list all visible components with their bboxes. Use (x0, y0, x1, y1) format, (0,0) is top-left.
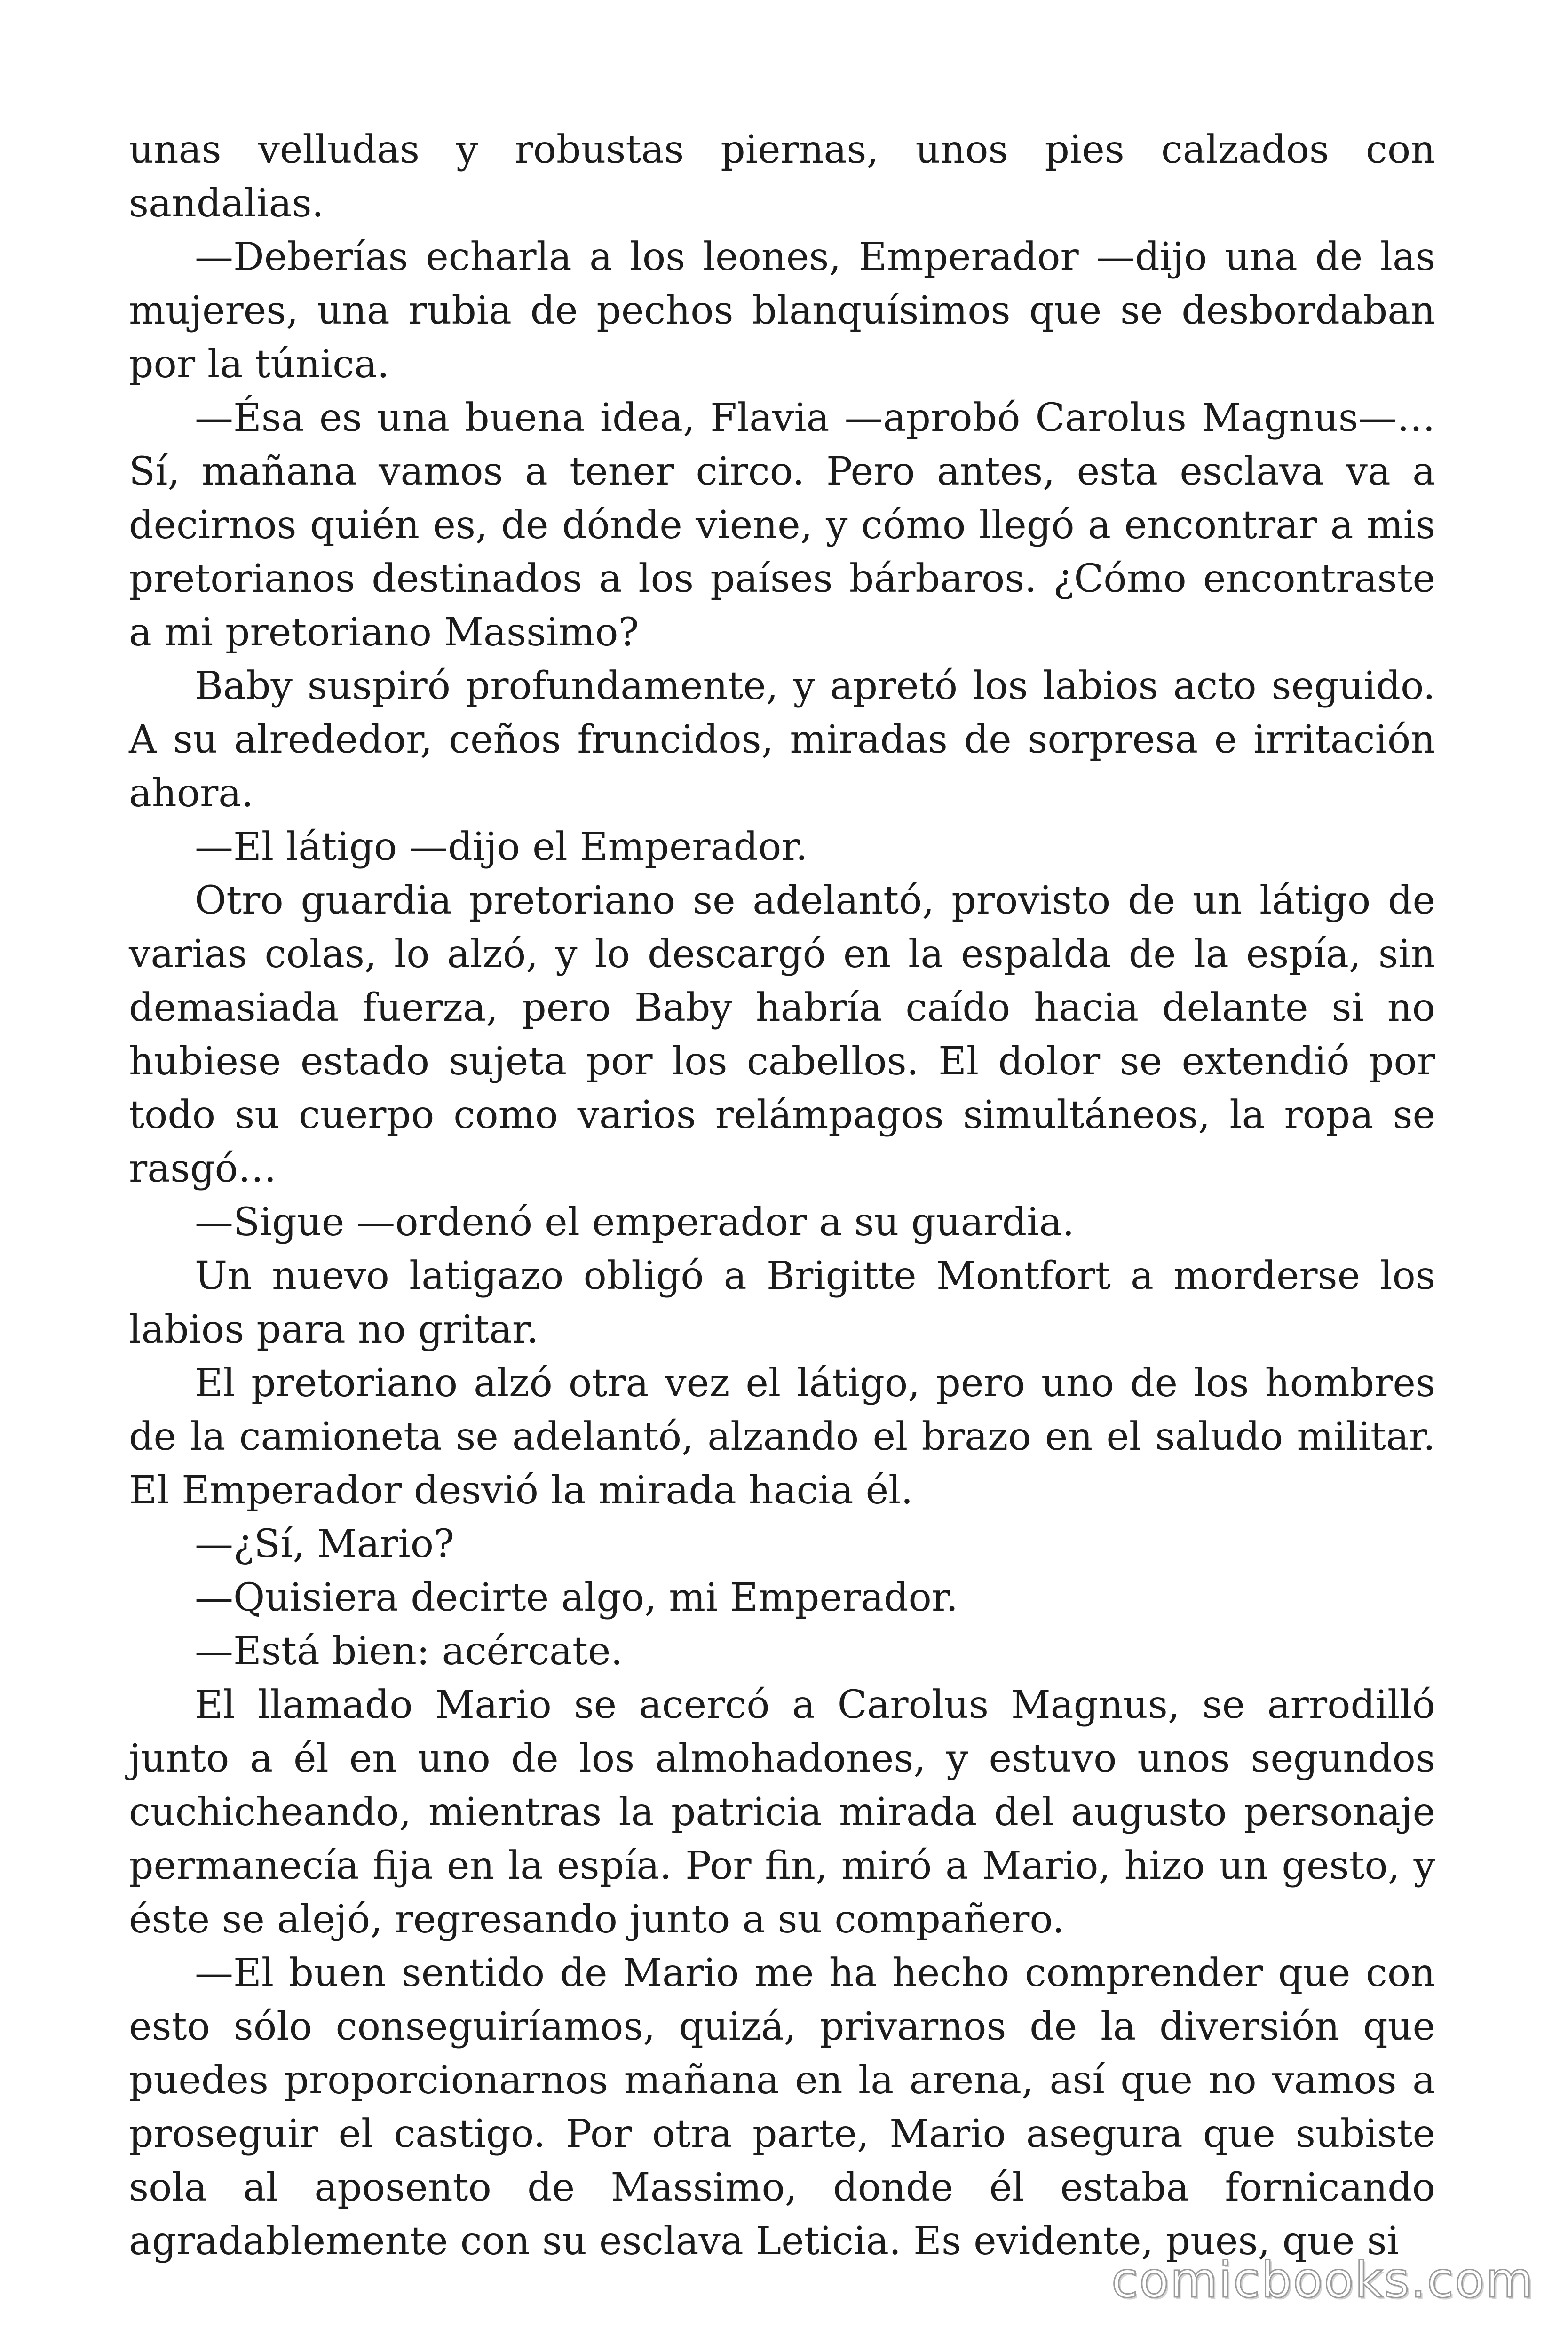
paragraph: —El buen sentido de Mario me ha hecho comprender que con esto sólo conseguiríamos, quizá, privarnos de la diversión que puedes proporcionarnos mañana en la arena, así que no vamos a proseguir el castigo. Por otra parte, Mario asegura que subiste sola al aposento de Massimo, donde él estaba fornicando agradablemente con su esclava Leticia. Es evidente, pues, que si (129, 1951, 1435, 2264)
paragraph: —Está bien: acércate. (195, 1629, 623, 1674)
paragraph: —Deberías echarla a los leones, Emperador —dijo una de las mujeres, una rubia de pechos blanquísimos que se desbordaban por la túnica. (129, 235, 1435, 387)
paragraph: Otro guardia pretoriano se adelantó, provisto de un látigo de varias colas, lo alzó, y lo descargó en la espalda de la espía, sin demasiada fuerza, pero Baby habría caído hacia delante si no hubiese estado sujeta por los cabellos. El dolor se extendió por todo su cuerpo como varios relámpagos simultáneos, la ropa se rasgó… (129, 878, 1435, 1191)
paragraph: —El látigo —dijo el Emperador. (195, 825, 808, 869)
paragraph: El llamado Mario se acercó a Carolus Magnus, se arrodilló junto a él en uno de los almohadones, y estuvo unos segundos cuchicheando, mientras la patricia mirada del augusto personaje permanecía fija en la espía. Por fin, miró a Mario, hizo un gesto, y éste se alejó, regresando junto a su compañero. (129, 1683, 1435, 1942)
watermark-logo: comicbooks.com (1111, 2251, 1534, 2309)
paragraph: El pretoriano alzó otra vez el látigo, pero uno de los hombres de la camioneta se adelantó, alzando el brazo en el saludo militar. El Emperador desvió la mirada hacia él. (129, 1361, 1435, 1513)
paragraph: —Ésa es una buena idea, Flavia —aprobó Carolus Magnus—… Sí, mañana vamos a tener circo. Pero antes, esta esclava va a decirnos quién es, de dónde viene, y cómo llegó a encontrar a mis pretorianos destinados a los países bárbaros. ¿Cómo encontraste a mi pretoriano Massimo? (129, 396, 1435, 655)
paragraph: Un nuevo latigazo obligó a Brigitte Montfort a morderse los labios para no gritar. (129, 1254, 1435, 1352)
body-text (129, 123, 1435, 2268)
paragraph: —¿Sí, Mario? (195, 1522, 455, 1566)
paragraph: —Quisiera decirte algo, mi Emperador. (195, 1575, 958, 1620)
paragraph: Baby suspiró profundamente, y apretó los labios acto seguido. A su alrededor, ceños fruncidos, miradas de sorpresa e irritación ahora. (129, 664, 1435, 816)
paragraph: —Sigue —ordenó el emperador a su guardia. (195, 1200, 1075, 1245)
paragraph: unas velludas y robustas piernas, unos pies calzados con sandalias. (129, 127, 1435, 226)
